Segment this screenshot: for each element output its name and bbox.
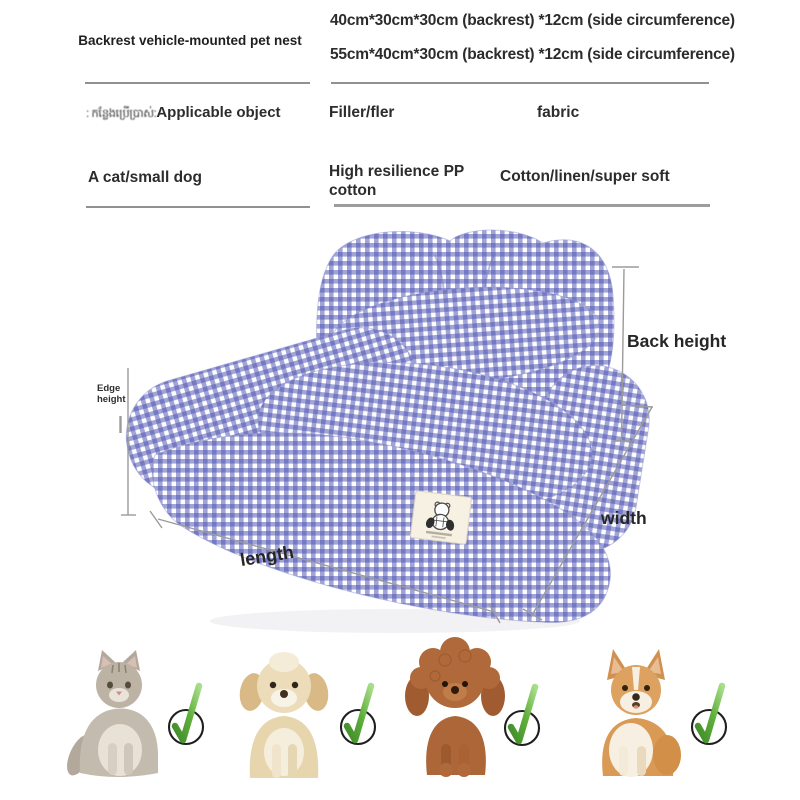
width-label: width xyxy=(601,508,647,528)
checkmark-puppy xyxy=(341,686,375,744)
brand-tag xyxy=(410,491,471,544)
size-line-1: 40cm*30cm*30cm (backrest) *12cm (side circumference) xyxy=(330,12,735,29)
header-applicable-object xyxy=(86,104,281,123)
value-filler: High resilience PP cotton xyxy=(329,163,464,199)
size-line-2: 55cm*40cm*30cm (backrest) *12cm (side circumference) xyxy=(330,46,735,63)
divider-left-top xyxy=(85,82,310,84)
checkmark-cat xyxy=(169,686,203,744)
divider-right-top xyxy=(331,82,709,84)
pet-bed-illustration xyxy=(95,225,745,640)
header-applicable-text: Applicable object xyxy=(156,104,281,121)
checkmark-poodle xyxy=(505,687,539,745)
cat-image xyxy=(62,650,158,779)
poodle-image xyxy=(405,637,505,777)
divider-left-bottom xyxy=(86,206,310,208)
product-name: Backrest vehicle-mounted pet nest xyxy=(78,33,302,48)
corgi-image xyxy=(602,649,681,777)
divider-right-bottom xyxy=(334,204,710,207)
value-fabric: Cotton/linen/super soft xyxy=(500,168,670,185)
edge-height-label: Edge height xyxy=(97,383,126,405)
khmer-label: : កន្លែងប្រើប្រាស់: xyxy=(86,108,157,120)
header-filler: Filler/fler xyxy=(329,104,395,121)
checkmark-corgi xyxy=(692,686,726,744)
suitable-pets-illustration xyxy=(40,628,760,793)
length-label: length xyxy=(238,541,296,571)
value-applicable-object: A cat/small dog xyxy=(88,169,202,186)
back-height-label: Back height xyxy=(627,331,727,351)
header-fabric: fabric xyxy=(537,104,580,121)
puppy-image xyxy=(237,652,331,778)
